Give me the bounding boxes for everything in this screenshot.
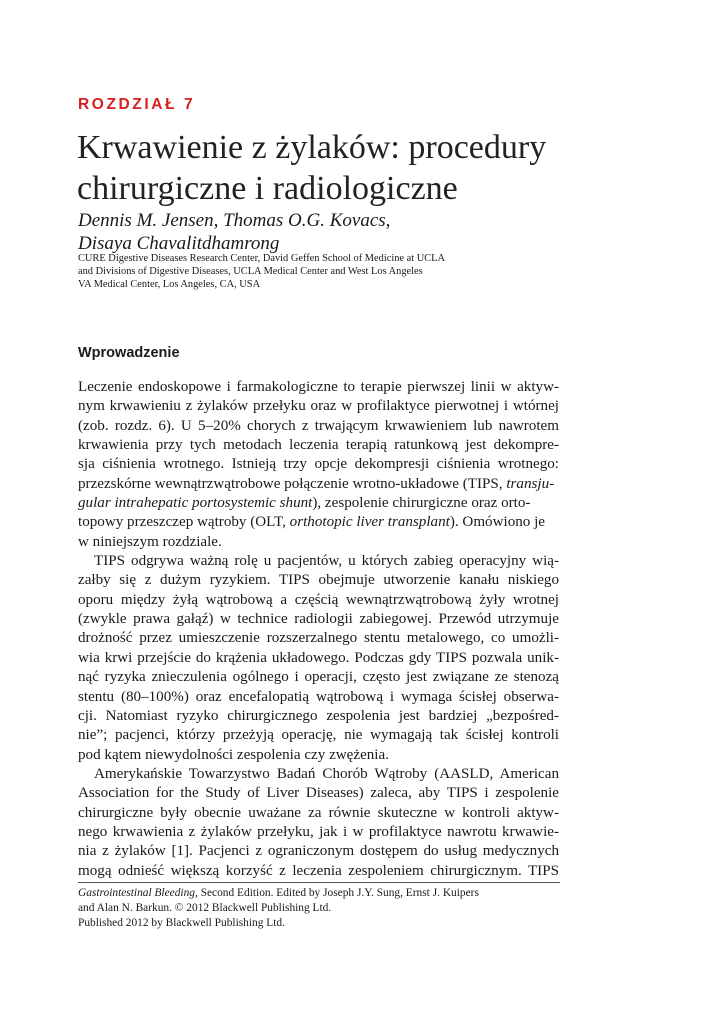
- body-line: TIPS odgrywa ważną rolę u pacjentów, u których zabieg operacyjny wią-: [94, 553, 559, 570]
- publication-footer: [78, 886, 479, 931]
- body-line: (zob. rozdz. 6). U 5–20% chorych z trwającym krwawieniem lub nawrotem: [78, 417, 559, 434]
- footer-line: and Alan N. Barkun. © 2012 Blackwell Publishing Ltd.: [78, 902, 332, 914]
- body-line: oporu między żyłą wątrobową a częścią wewnątrzwątrobową żyły wrotnej: [78, 591, 559, 608]
- body-line: (zwykle prawa gałąź) w technice radiologii zabiegowej. Przewód utrzymuje: [78, 611, 559, 628]
- footer-line: Published 2012 by Blackwell Publishing Ltd.: [78, 917, 285, 929]
- chapter-title-line: Krwawienie z żylaków: procedury: [77, 129, 547, 166]
- body-line: cji. Natomiast ryzyko chirurgicznego zespolenia jest bardziej „bezpośred-: [78, 707, 559, 724]
- affiliation-line: CURE Digestive Diseases Research Center, David Geffen School of Medicine at UCLA: [78, 253, 446, 264]
- body-text-run: ), zespolenie chirurgiczne oraz orto-: [312, 495, 531, 512]
- body-text-italic: transju-: [506, 475, 555, 492]
- body-line: nego krwawienia z żylaków przełyku, jak i w profilaktyce nawrotu krwawie-: [78, 823, 559, 840]
- footer-divider: [78, 882, 560, 883]
- affiliation-line: VA Medical Center, Los Angeles, CA, USA: [78, 279, 261, 290]
- body-line: nia z żylaków [1]. Pacjenci z ograniczonym dostępem do usług medycznych: [78, 843, 559, 860]
- body-line: nie”; pacjenci, którzy przeżyją operację, nie wymagają tak ścisłej kontroli: [78, 727, 559, 744]
- book-title: Gastrointestinal Bleeding: [78, 887, 195, 899]
- body-line: Leczenie endoskopowe i farmakologiczne to terapie pierwszej linii w aktyw-: [78, 379, 559, 395]
- affiliation: [78, 252, 445, 291]
- body-line: załby się z dużym ryzykiem. TIPS obejmuje utworzenie kanału niskiego: [78, 572, 559, 589]
- body-text-italic: orthotopic liver transplant: [289, 514, 450, 531]
- footer-line: [78, 886, 479, 901]
- body-line: w niniejszym rozdziale.: [78, 533, 222, 550]
- chapter-title: [77, 127, 677, 209]
- body-line: [78, 513, 559, 532]
- authors: [78, 209, 390, 255]
- body-line: nąć ryzyka znieczulenia ogólnego i operacji, często jest związane ze stenozą: [78, 669, 559, 686]
- body-line: wia krwi przejście do krążenia układowego. Podczas gdy TIPS pozwala unik-: [78, 649, 559, 666]
- body-text-run: ). Omówiono je: [449, 514, 546, 531]
- body-text: [78, 378, 559, 881]
- body-text-run: przezskórne wewnątrzwątrobowe połączenie wrotno-układowe (TIPS,: [78, 475, 507, 492]
- body-line: Amerykańskie Towarzystwo Badań Chorób Wątroby (AASLD, American: [94, 765, 559, 782]
- body-line: pod kątem niewydolności zespolenia czy zwężenia.: [78, 746, 389, 763]
- body-line: Association for the Study of Liver Diseases) zaleca, aby TIPS i zespolenie: [78, 785, 559, 802]
- authors-line: Dennis M. Jensen, Thomas O.G. Kovacs,: [78, 210, 391, 231]
- body-line: [78, 494, 559, 513]
- body-line: nym krwawieniu z żylaków przełyku oraz w profilaktyce pierwotnej i wtórnej: [78, 398, 559, 415]
- chapter-label: ROZDZIAŁ 7: [78, 96, 196, 113]
- body-line: chirurgiczne były obecnie uważane za równie skuteczne w kontroli aktyw-: [78, 804, 559, 821]
- chapter-title-line: chirurgiczne i radiologiczne: [77, 170, 458, 207]
- affiliation-line: and Divisions of Digestive Diseases, UCLA Medical Center and West Los Angeles: [78, 266, 423, 277]
- footer-text: , Second Edition. Edited by Joseph J.Y. Sung, Ernst J. Kuipers: [194, 887, 479, 899]
- section-heading: Wprowadzenie: [78, 345, 180, 361]
- body-line: mogą odnieść większą korzyść z leczenia zespoleniem chirurgicznym. TIPS: [78, 862, 559, 879]
- authors-line: Disaya Chavalitdhamrong: [78, 233, 280, 254]
- body-text-run: topowy przeszczep wątroby (OLT,: [78, 514, 290, 531]
- body-line: stentu (80–100%) oraz encefalopatią wątrobową i wymaga ścisłej obserwa-: [78, 688, 559, 705]
- body-line: [78, 475, 559, 494]
- body-text-italic: gular intrahepatic portosystemic shunt: [78, 495, 313, 512]
- body-line: drożność przez umieszczenie rozszerzalnego stentu metalowego, co umożli-: [78, 630, 559, 647]
- body-line: krwawienia przy tych metodach leczenia terapią ratunkową jest dekompre-: [78, 437, 559, 454]
- body-line: sja ciśnienia wrotnego. Istnieją trzy opcje dekompresji ciśnienia wrotnego:: [78, 456, 559, 473]
